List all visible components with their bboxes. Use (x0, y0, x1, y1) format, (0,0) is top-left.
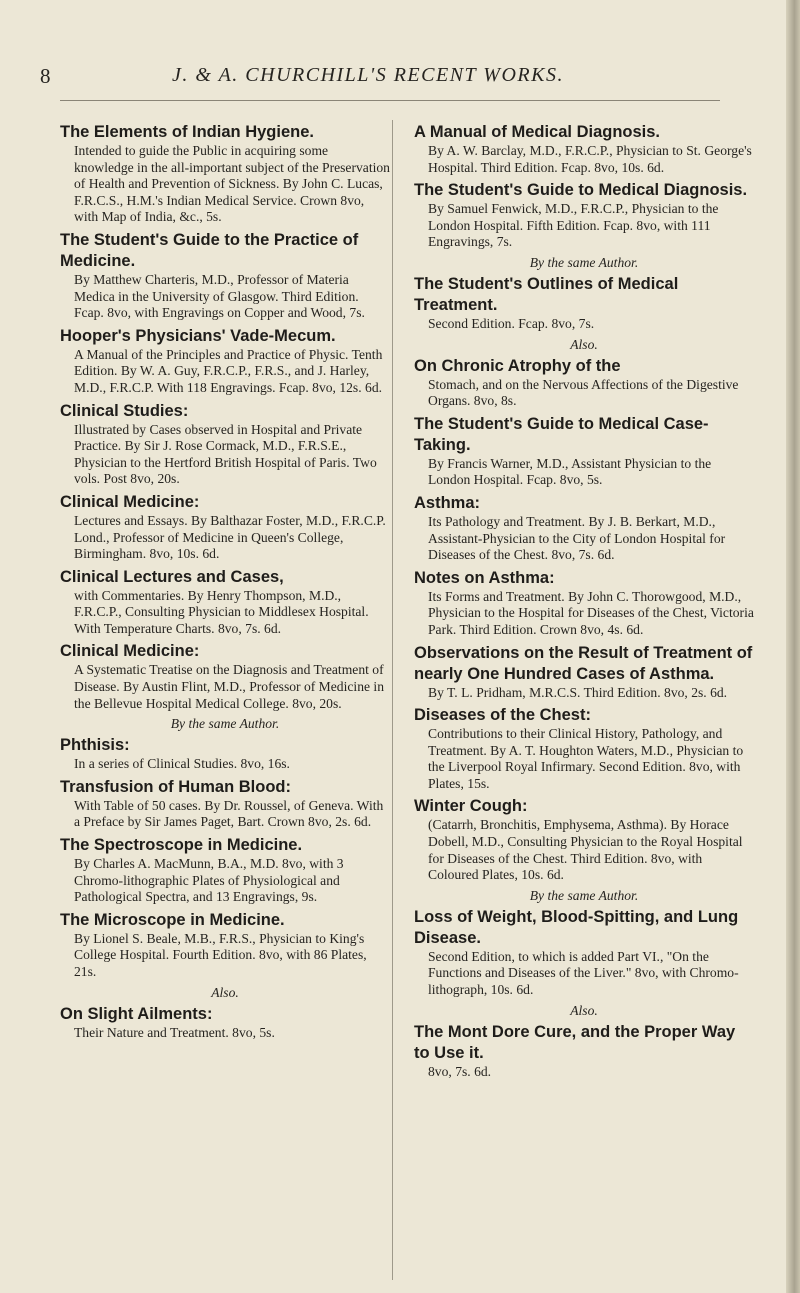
book-description: Stomach, and on the Nervous Affections of the Digestive Organs. 8vo, 8s. (428, 376, 739, 409)
book-description: A Manual of the Principles and Practice of Physic. Tenth Edition. By W. A. Guy, F.R.C.P., F.R.S., and J. Harley, M.D., F.R.C.P. With 118 Engravings. Fcap. 8vo, 12s. 6d. (74, 346, 383, 395)
book-title: Diseases of the Chest: (414, 706, 591, 725)
book-entry (414, 493, 754, 564)
book-entry (414, 568, 754, 639)
book-entry (414, 122, 754, 176)
book-title: Hooper's Physicians' Vade-Mecum. (60, 326, 336, 345)
book-entry (414, 414, 754, 489)
book-description: Second Edition, to which is added Part VI., "On the Functions and Diseases of the Liver." 8vo, with Chromo-lithograph, 10s. 6d. (428, 948, 739, 998)
right-column (414, 122, 754, 1084)
book-description: By Francis Warner, M.D., Assistant Physician to the London Hospital. Fcap. 8vo, 5s. (428, 455, 712, 488)
page-edge (786, 0, 800, 1293)
author-note: Also. (211, 984, 239, 1000)
column-divider (392, 120, 393, 1280)
book-title: Clinical Medicine: (60, 642, 200, 661)
book-title: The Student's Outlines of Medical Treatment. (414, 274, 679, 314)
book-entry (60, 401, 390, 488)
book-title: The Elements of Indian Hygiene. (60, 123, 314, 141)
book-title: Notes on Asthma: (414, 568, 555, 587)
author-note: Also. (570, 336, 598, 352)
book-entry (60, 230, 390, 322)
book-entry (60, 567, 390, 638)
book-description: with Commentaries. By Henry Thompson, M.D., F.R.C.P., Consulting Physician to Middlesex Hospital. With Temperature Charts. 8vo, 7s. 6d. (74, 587, 369, 636)
book-description: By A. W. Barclay, M.D., F.R.C.P., Physician to St. George's Hospital. Third Edition. Fcap. 8vo, 10s. 6d. (428, 143, 752, 175)
book-entry (60, 735, 390, 773)
book-title: Winter Cough: (414, 797, 528, 816)
running-head: J. & A. CHURCHILL'S RECENT WORKS. (172, 64, 564, 86)
book-title: Clinical Medicine: (60, 492, 200, 511)
book-description: In a series of Clinical Studies. 8vo, 16s. (74, 756, 290, 772)
book-entry (60, 910, 390, 981)
author-note: By the same Author. (170, 716, 280, 732)
book-entry (60, 1004, 390, 1042)
book-entry (60, 777, 390, 831)
book-title: Phthisis: (60, 736, 130, 755)
page-header (40, 64, 780, 92)
book-entry (60, 122, 390, 226)
book-description: Second Edition. Fcap. 8vo, 7s. (428, 315, 595, 331)
book-description: Their Nature and Treatment. 8vo, 5s. (74, 1024, 275, 1040)
book-title: A Manual of Medical Diagnosis. (414, 123, 661, 141)
book-entry (414, 796, 754, 883)
book-description: By T. L. Pridham, M.R.C.S. Third Edition. 8vo, 2s. 6d. (428, 684, 728, 700)
book-title: The Spectroscope in Medicine. (60, 836, 303, 855)
book-entry (414, 274, 754, 333)
book-description: With Table of 50 cases. By Dr. Roussel, of Geneva. With a Preface by Sir James Paget, Bart. Crown 8vo, 2s. 6d. (74, 797, 384, 830)
book-description: Illustrated by Cases observed in Hospital and Private Practice. By Sir J. Rose Cormack, M.D., F.R.S.E., Physician to the Hertford British Hospital of Paris. Two vols. Post 8vo, 20s. (74, 421, 377, 487)
book-description: By Matthew Charteris, M.D., Professor of Materia Medica in the University of Glasgow. Third Edition. Fcap. 8vo, with Engravings on Copper and Wood, 7s. (74, 271, 365, 321)
book-description: Its Pathology and Treatment. By J. B. Berkart, M.D., Assistant-Physician to the City of London Hospital for Diseases of the Chest. 8vo, 7s. 6d. (428, 513, 726, 563)
book-description: Intended to guide the Public in acquiring some knowledge in the all-important subject of the Preservation of Health and Prevention of Sickness. By John C. Lucas, F.R.C.S., H.M.'s Indian Medical Service. Crown 8vo, with Map of India, &c., 5s. (74, 143, 390, 225)
book-entry (414, 180, 754, 251)
book-entry (414, 705, 754, 792)
author-note: By the same Author. (529, 887, 639, 903)
book-description: A Systematic Treatise on the Diagnosis and Treatment of Disease. By Austin Flint, M.D., Professor of Medicine in the Bellevue Hospital Medical College. 8vo, 20s. (74, 662, 384, 711)
book-entry (414, 1022, 754, 1081)
book-title: On Chronic Atrophy of the (414, 356, 621, 375)
book-title: Clinical Studies: (60, 401, 189, 420)
book-title: Loss of Weight, Blood-Spitting, and Lung Disease. (414, 907, 739, 947)
book-title: On Slight Ailments: (60, 1004, 213, 1023)
book-entry (60, 641, 390, 712)
book-title: The Student's Guide to Medical Diagnosis. (414, 181, 748, 200)
book-title: The Microscope in Medicine. (60, 910, 285, 929)
book-description: By Samuel Fenwick, M.D., F.R.C.P., Physician to the London Hospital. Fifth Edition. Fcap. 8vo, with 111 Engravings, 7s. (428, 201, 719, 250)
book-title: The Student's Guide to Medical Case-Taking. (414, 414, 709, 454)
book-description: By Lionel S. Beale, M.B., F.R.S., Physician to King's College Hospital. Fourth Edition. 8vo, with 86 Plates, 21s. (74, 930, 367, 979)
book-entry (414, 907, 754, 999)
book-entry (414, 643, 754, 702)
book-title: Clinical Lectures and Cases, (60, 567, 284, 586)
book-description: By Charles A. MacMunn, B.A., M.D. 8vo, with 3 Chromo-lithographic Plates of Physiological and Pathological Spectra, and 13 Engravings, 9s. (74, 856, 344, 905)
book-entry (60, 492, 390, 563)
left-column (60, 122, 390, 1045)
book-entry (60, 326, 390, 397)
book-description: Contributions to their Clinical History, Pathology, and Treatment. By A. T. Houghton Waters, M.D., Physician to the Liverpool Royal Infirmary. Second Edition. 8vo, with Plates, 15s. (428, 726, 744, 791)
book-title: Transfusion of Human Blood: (60, 777, 291, 796)
author-note: Also. (570, 1002, 598, 1018)
author-note: By the same Author. (529, 254, 639, 270)
book-title: The Mont Dore Cure, and the Proper Way to Use it. (414, 1022, 736, 1062)
book-entry (60, 835, 390, 906)
book-description: 8vo, 7s. 6d. (428, 1063, 492, 1079)
book-title: The Student's Guide to the Practice of Medicine. (60, 230, 359, 270)
book-description: Its Forms and Treatment. By John C. Thorowgood, M.D., Physician to the Hospital for Diseases of the Chest, Victoria Park. Third Edition. Crown 8vo, 4s. 6d. (428, 588, 754, 637)
book-title: Asthma: (414, 493, 481, 512)
book-description: Lectures and Essays. By Balthazar Foster, M.D., F.R.C.P. Lond., Professor of Medicine in Queen's College, Birmingham. 8vo, 10s. 6d. (74, 512, 386, 562)
book-entry (414, 356, 754, 410)
book-description: (Catarrh, Bronchitis, Emphysema, Asthma). By Horace Dobell, M.D., Consulting Physician to the Royal Hospital for Diseases of the Chest. Third Edition. 8vo, with Coloured Plates, 10s. 6d. (428, 817, 743, 883)
header-rule (60, 100, 720, 101)
page-number: 8 (40, 64, 51, 88)
book-title: Observations on the Result of Treatment of nearly One Hundred Cases of Asthma. (414, 643, 753, 683)
